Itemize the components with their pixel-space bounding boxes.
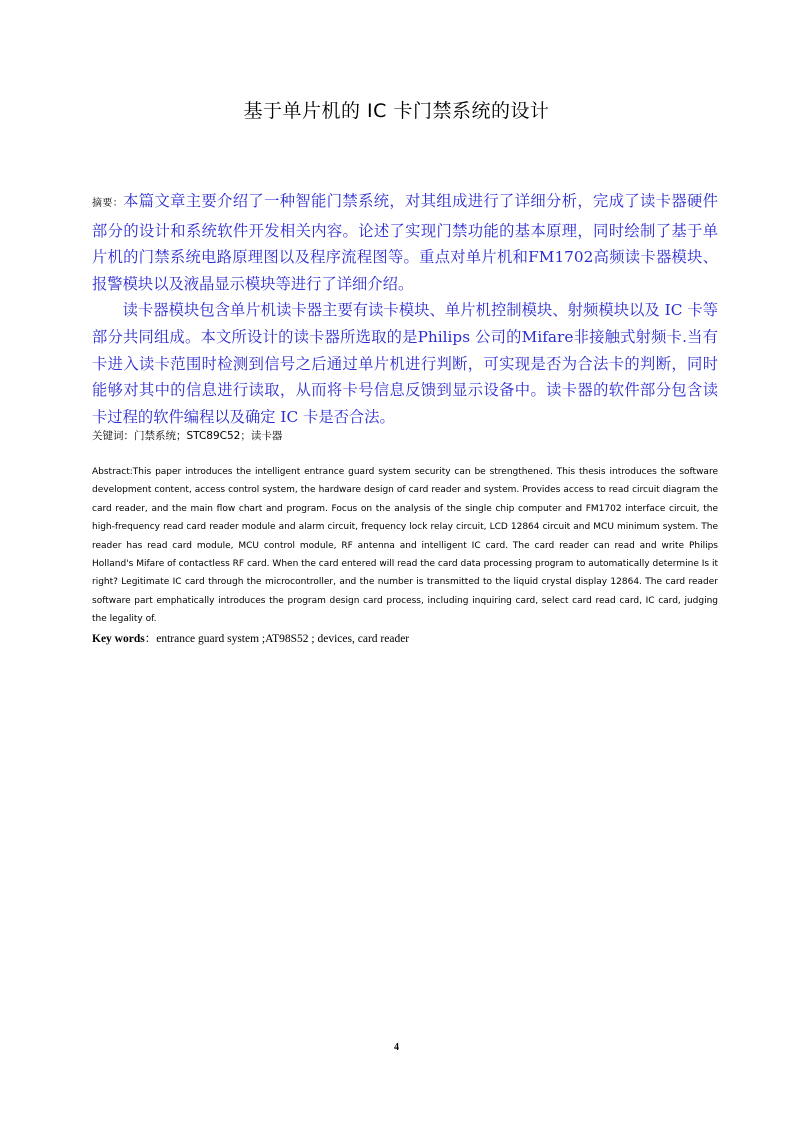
chinese-abstract-label: 摘要： bbox=[92, 198, 124, 209]
english-keywords bbox=[92, 630, 409, 646]
english-keywords-label: Key words bbox=[92, 633, 145, 645]
english-keywords-separator: ： bbox=[144, 633, 157, 645]
english-keywords-text: entrance guard system ;AT98S52 ; devices, card reader bbox=[156, 633, 410, 645]
chinese-abstract bbox=[92, 188, 718, 430]
page-number: 4 bbox=[394, 1042, 399, 1053]
chinese-abstract-text-1: 本篇文章主要介绍了一种智能门禁系统，对其组成进行了详细分析，完成了读卡器硬件部分的设计和系统软件开发相关内容。论述了实现门禁功能的基本原理，同时绘制了基于单片机的门禁系统电路原理图以及程序流程图等。重点对单片机和FM1702高频读卡器模块、报警模块以及液晶显示模块等进行了详细介绍。 bbox=[92, 192, 718, 293]
chinese-abstract-paragraph-1 bbox=[92, 188, 718, 297]
page-title: 基于单片机的 IC 卡门禁系统的设计 bbox=[243, 100, 550, 122]
chinese-abstract-paragraph-2: 读卡器模块包含单片机读卡器主要有读卡模块、单片机控制模块、射频模块以及 IC 卡等部分共同组成。本文所设计的读卡器所选取的是Philips 公司的Mifare非接触式射频卡.当有卡进入读卡范围时检测到信号之后通过单片机进行判断，可实现是否为合法卡的判断，同时能够对其中的信息进行读取，从而将卡号信息反馈到显示设备中。读卡器的软件部分包含读卡过程的软件编程以及确定 IC 卡是否合法。 bbox=[92, 301, 718, 426]
chinese-keywords: 关键词：门禁系统；STC89C52；读卡器 bbox=[92, 430, 283, 442]
english-abstract: Abstract:This paper introduces the intelligent entrance guard system security can be strengthened. This thesis introduces the software development content, access control system, the hardware design of card reader and system. Provides access to read circuit diagram the card reader, and the main flow chart and program. Focus on the analysis of the single chip computer and FM1702 interface circuit, the high-frequency read card reader module and alarm circuit, frequency lock relay circuit, LCD 12864 circuit and MCU minimum system. The reader has read card module, MCU control module, RF antenna and intelligent IC card. The card reader can read and write Philips Holland's Mifare of contactless RF card. When the card entered will read the card data processing program to automatically determine Is it right? Legitimate IC card through the microcontroller, and the number is transmitted to the liquid crystal display 12864. The card reader software part emphatically introduces the program design card process, including inquiring card, select card read card, IC card, judging the legality of. bbox=[92, 467, 718, 625]
